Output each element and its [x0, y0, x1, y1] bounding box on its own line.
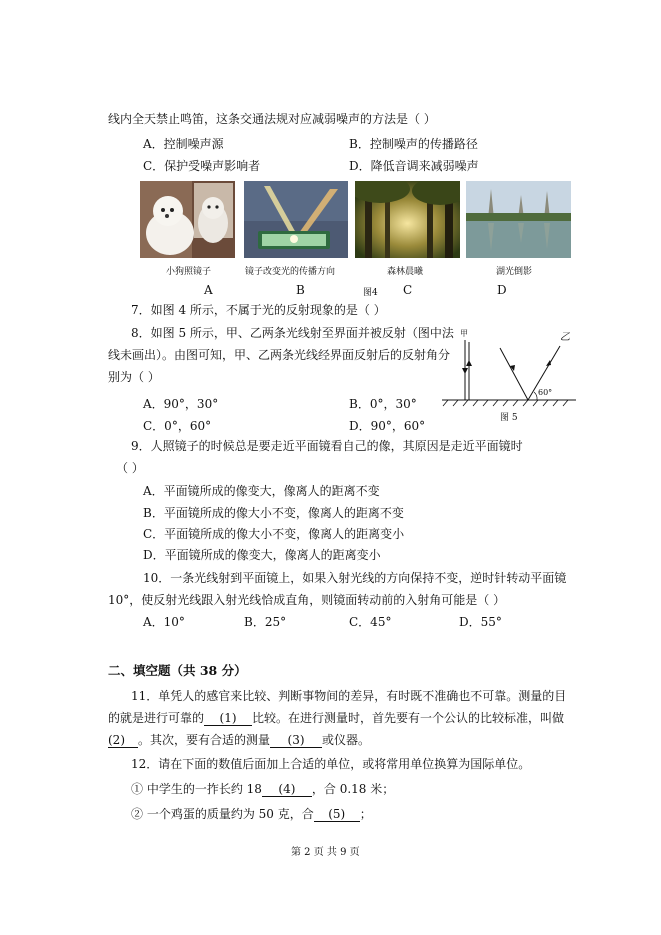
q10-line1: 10．一条光线射到平面镜上，如果入射光线的方向保持不变，逆时针转动平面镜 — [143, 571, 567, 585]
q11-blank-2: (2) — [108, 733, 138, 748]
q11-line1: 11．单凭人的感官来比较、判断事物间的差异，有时既不准确也不可靠。测量的目 — [131, 689, 567, 703]
q12-item1-text-b: ，合 0.18 米； — [311, 782, 395, 796]
figure4-caption-c: 森林晨曦 — [387, 267, 424, 277]
section2-title: 二、填空题（共 38 分） — [108, 663, 247, 678]
q12-line1: 12．请在下面的数值后面加上合适的单位，或将常用单位换算为国际单位。 — [131, 757, 531, 771]
q6-option-a: A．控制噪声源 — [143, 137, 224, 151]
figure5-label-yi: 乙 — [560, 332, 570, 343]
q9-line1: 9．人照镜子的时候总是要走近平面镜看自己的像，其原因是走近平面镜时 — [131, 439, 523, 453]
figure5-diagram — [438, 328, 580, 408]
figure4-caption-d: 湖光倒影 — [496, 267, 533, 277]
q8-option-b: B．0°，30° — [349, 397, 417, 411]
photo-mirror-light — [244, 181, 348, 258]
q8-line3: 别为（ ） — [108, 370, 160, 384]
figure4-letter-b: B — [296, 283, 305, 297]
q11-line2-text-a: 的就是进行可靠的 — [108, 711, 205, 725]
q11-line2 — [108, 710, 564, 726]
q12-item1-text-a: ① 中学生的一拃长约 18 — [131, 782, 262, 796]
q6-text: 线内全天禁止鸣笛，这条交通法规对应减弱噪声的方法是（ ） — [108, 112, 436, 126]
figure5-label-jia: 甲 — [460, 329, 468, 338]
page-footer: 第 2 页 共 9 页 — [291, 847, 360, 858]
q10-line2: 10°，使反射光线跟入射光线恰成直角，则镜面转动前的入射角可能是（ ） — [108, 593, 506, 607]
q8-option-d: D．90°，60° — [349, 419, 426, 433]
figure4-label: 图4 — [363, 288, 378, 298]
q12-item1 — [131, 781, 394, 797]
figure4-caption-a: 小狗照镜子 — [166, 267, 212, 277]
q8-line2: 线未画出）。由图可知，甲、乙两条光线经界面反射后的反射角分 — [108, 348, 451, 362]
q9-option-a: A．平面镜所成的像变大，像离人的距离不变 — [143, 484, 380, 498]
photo-puppy-mirror — [140, 181, 235, 258]
q9-line2: （ ） — [116, 461, 144, 475]
q11-blank-3: (3) — [270, 733, 322, 748]
figure4-letter-c: C — [403, 283, 413, 297]
q9-option-b: B．平面镜所成的像大小不变，像离人的距离不变 — [143, 506, 404, 520]
q11-line3 — [108, 732, 370, 748]
photo-forest-dawn — [355, 181, 460, 258]
photo-lake-reflection — [466, 181, 571, 258]
q8-option-a: A．90°，30° — [143, 397, 219, 411]
q11-line3-text-b: 或仪器。 — [322, 733, 371, 747]
q12-item2-text-a: ② 一个鸡蛋的质量约为 50 克，合 — [131, 807, 314, 821]
q12-blank-4: (4) — [262, 782, 312, 797]
figure5-angle-label: 60° — [538, 388, 553, 397]
q6-option-b: B．控制噪声的传播路径 — [349, 137, 478, 151]
figure4-caption-b: 镜子改变光的传播方向 — [245, 267, 336, 277]
q7-text: 7．如图 4 所示，不属于光的反射现象的是（ ） — [131, 303, 386, 317]
q9-option-c: C．平面镜所成的像大小不变，像离人的距离变小 — [143, 527, 405, 541]
q9-option-d: D．平面镜所成的像变大，像离人的距离变小 — [143, 548, 381, 562]
q10-option-a: A．10° — [143, 615, 185, 629]
q6-option-d: D．降低音调来减弱噪声 — [349, 159, 479, 173]
figure4-letter-a: A — [204, 283, 213, 297]
figure4-letter-d: D — [497, 283, 507, 297]
q8-line1: 8．如图 5 所示，甲、乙两条光线射至界面并被反射（图中法 — [131, 326, 454, 340]
q10-option-b: B．25° — [244, 615, 287, 629]
q12-blank-5: (5) — [314, 807, 360, 822]
q10-option-d: D．55° — [459, 615, 502, 629]
q8-option-c: C．0°，60° — [143, 419, 212, 433]
q11-line2-text-b: 比较。在进行测量时，首先要有一个公认的比较标准，叫做 — [252, 711, 565, 725]
q12-item2-text-b: ； — [359, 807, 372, 821]
q11-line3-text-a: 。其次，要有合适的测量 — [138, 733, 271, 747]
q10-option-c: C．45° — [349, 615, 392, 629]
figure5-caption: 图 5 — [500, 413, 518, 423]
q12-item2 — [131, 806, 372, 822]
q6-option-c: C．保护受噪声影响者 — [143, 159, 261, 173]
q11-blank-1: (1) — [204, 711, 252, 726]
